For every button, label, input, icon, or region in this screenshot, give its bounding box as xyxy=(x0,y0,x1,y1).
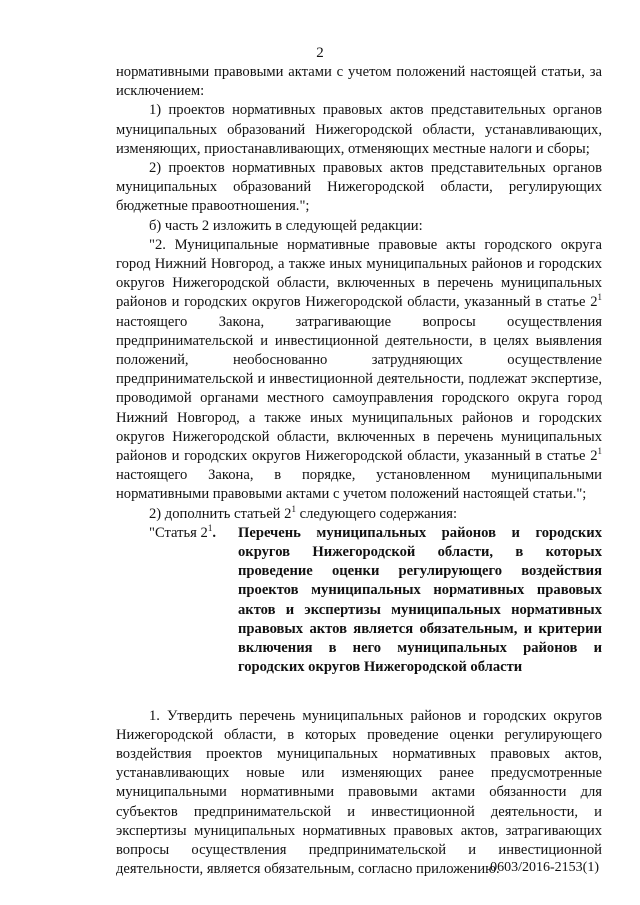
paragraph-item-2-add xyxy=(116,505,602,524)
quoted-part-2 xyxy=(116,236,602,505)
article-label-sup: 1 xyxy=(207,522,213,533)
article-label xyxy=(116,524,238,678)
item2-before: 2) дополнить статьей 2 xyxy=(149,505,292,522)
paragraph-item-2: 2) проектов нормативных правовых актов представительных органов муниципальных образований Нижегородской области, регулирующих бюджетные правоотношения."; xyxy=(116,160,602,215)
quote-sup-2: 1 xyxy=(597,446,602,457)
paragraph-intro: нормативными правовыми актами с учетом положений настоящей статьи, за исключением: xyxy=(116,64,602,100)
article-title: Перечень муниципальных районов и городских округов Нижегородской области, в которых проведение оценки регулирующего воздействия проектов муниципальных нормативных правовых актов и экспертизы муниципальных нормативных правовых актов является обязательным, и критерии включения в него муниципальных районов и городских округов Нижегородской области xyxy=(238,524,602,676)
document-body xyxy=(116,63,602,879)
article-heading xyxy=(116,524,602,678)
article-label-prefix: "Статья 2 xyxy=(149,524,208,541)
page-number: 2 xyxy=(316,45,324,61)
quote-text-2: настоящего Закона, затрагивающие вопросы осуществления предпринимательской и инвестиционной деятельности, в целях выявления положений, необоснованно затрудняющих осуществление предпринимательской и инвестиционной деятельности, подлежат экспертизе, проводимой органами местного самоуправления городского округа город Нижний Новгород, а также иных муниципальных районов и городских округов Нижегородской области, включенных в перечень муниципальных районов и городских округов Нижегородской области, указанный в статье 2 xyxy=(116,313,602,465)
paragraph-b: б) часть 2 изложить в следующей редакции: xyxy=(149,217,423,234)
quote-text-1: "2. Муниципальные нормативные правовые акты городского округа город Нижний Новгород, а также иных муниципальных районов и городских округов Нижегородской области, включенных в перечень муниципальных районов и городских округов Нижегородской области, указанный в статье 2 xyxy=(116,236,602,311)
quote-sup-1: 1 xyxy=(597,292,602,303)
paragraph-point-1: 1. Утвердить перечень муниципальных районов и городских округов Нижегородской области, в которых проведение оценки регулирующего воздействия проектов муниципальных нормативных правовых актов, устанавливающих новые или изменяющих ранее предусмотренные муниципальными нормативными правовыми актами обязанности для субъектов предпринимательской и инвестиционной деятельности, и экспертизы муниципальных нормативных правовых актов, затрагивающих вопросы осуществления предпринимательской и инвестиционной деятельности, является обязательным, согласно приложению. xyxy=(116,707,602,878)
item2-sup: 1 xyxy=(291,503,296,514)
paragraph-item-1: 1) проектов нормативных правовых актов представительных органов муниципальных образований Нижегородской области, устанавливающих, изменяющих, приостанавливающих, отменяющих местные налоги и сборы; xyxy=(116,102,602,157)
document-code: 0603/2016-2153(1) xyxy=(490,860,599,875)
quote-text-3: настоящего Закона, в порядке, установленном муниципальными нормативными правовыми актами с учетом положений настоящей статьи."; xyxy=(116,467,602,503)
item2-after: следующего содержания: xyxy=(295,505,458,522)
article-label-suffix: . xyxy=(212,524,217,541)
